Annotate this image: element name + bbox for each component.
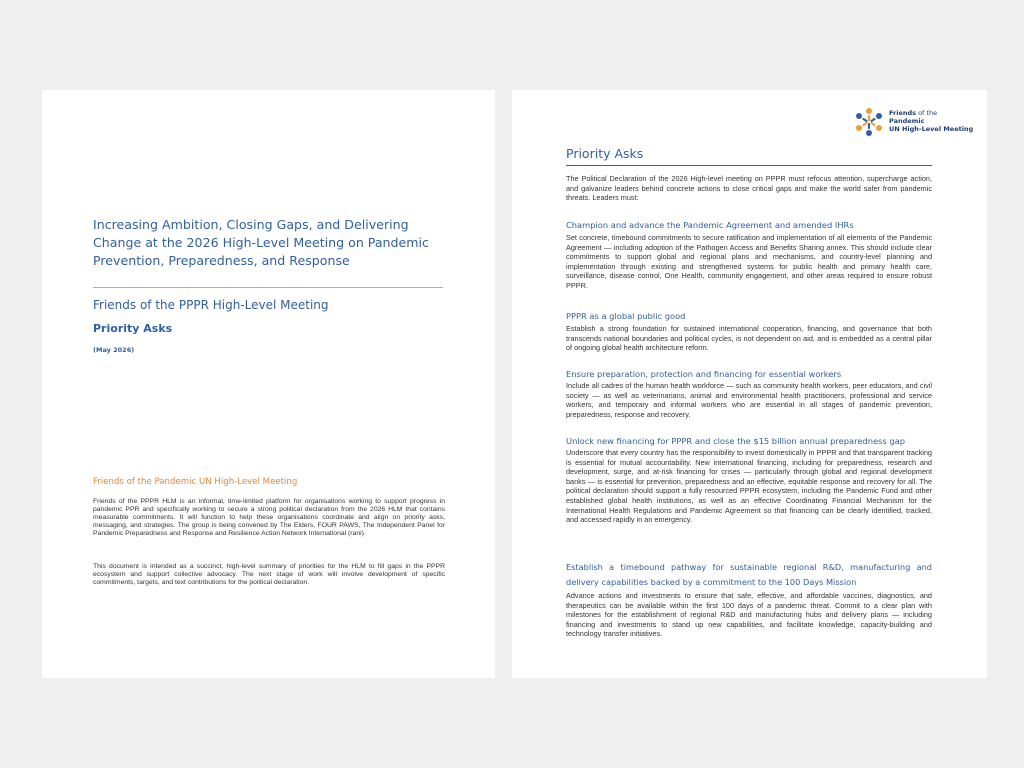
- intro-paragraph: The Political Declaration of the 2026 High-level meeting on PPPR must refocus attention, supercharge action, and galvanize leaders behind concrete actions to close critical gaps and make the world safer from pandemic threats. Leaders must:: [566, 174, 932, 203]
- logo-text-line: Pandemic: [889, 117, 925, 126]
- document-subtitle: Friends of the PPPR High-Level Meeting: [93, 298, 329, 312]
- ask-body: Include all cadres of the human health workforce — such as community health workers, peer educators, and civil society — as well as veterinarians, animal and environmental health practitioners, professional and service workers, and temporary and informal workers who are essential in all stages of pandemic prevention, preparedness, response and recovery.: [566, 381, 932, 419]
- section-title: Priority Asks: [566, 146, 644, 161]
- ask-heading: PPPR as a global public good: [566, 311, 686, 321]
- ask-heading: Ensure preparation, protection and financing for essential workers: [566, 369, 842, 379]
- title-divider: [93, 287, 443, 288]
- document-page-right: [512, 90, 987, 678]
- section-divider: [566, 165, 932, 166]
- logo-text-line: of the: [916, 109, 938, 117]
- ask-heading: Unlock new financing for PPPR and close the $15 billion annual preparedness gap: [566, 436, 905, 446]
- ask-heading: Establish a timebound pathway for sustainable regional R&D, manufacturing and delivery capabilities backed by a commitment to the 100 Days Mission: [566, 562, 932, 587]
- people-circle-icon: [853, 107, 885, 137]
- ask-body: Establish a strong foundation for sustained international cooperation, financing, and governance that both transcends national boundaries and political cycles, is not dependent on aid, and is embedded as a central pillar of ongoing global health architecture reform.: [566, 324, 932, 353]
- document-date: (May 2026): [93, 346, 135, 354]
- logo-wordmark: [889, 109, 973, 134]
- ask-heading: Champion and advance the Pandemic Agreement and amended IHRs: [566, 220, 854, 230]
- ask-body: Advance actions and investments to ensure that safe, effective, and affordable vaccines, diagnostics, and therapeutics can be available within the first 100 days of a pandemic threat. Commit to a clear plan with milestones for the establishment of regional R&D and manufacturing hubs and delivery plans — including financing and investments to stand up new capabilities, and facilitate knowledge, capacity-building and technology transfer initiatives.: [566, 591, 932, 639]
- about-heading: Friends of the Pandemic UN High-Level Meeting: [93, 477, 298, 487]
- priority-asks-label: Priority Asks: [93, 322, 173, 335]
- ask-body: Underscore that every country has the responsibility to invest domestically in PPPR and that transparent tracking is essential for mutual accountability. New international financing, including for preparedness, research and development, surge, and at-risk financing for crises — particularly through global and regional development banks — is essential for prevention, preparedness and an effective, equitable response and recovery for all. The political declaration should support a fully resourced PPPR ecosystem, including the Pandemic Fund and other established global health institutions, as well as an effective Coordinating Financial Mechanism for the International Health Regulations and Pandemic Agreement so that financing can be clearly identified, tracked, and accessed rapidly in an emergency.: [566, 448, 932, 525]
- logo-text-line: Friends: [889, 109, 917, 117]
- document-page-left: [42, 90, 495, 678]
- about-paragraph: Friends of the PPPR HLM is an informal, time-limited platform for organisations working to support progress in pandemic PPR and specifically working to secure a strong political declaration from the 2026 HLM that contains measurable commitments. It will function to help these organisations coordinate and align on priority asks, messaging, and strategies. The group is being convened by The Elders, FOUR PAWS, The Independent Panel for Pandemic Preparedness and Response and Resilience Action Network International (rani).: [93, 498, 445, 538]
- logo-text-line: UN High-Level Meeting: [889, 125, 974, 134]
- document-title: Increasing Ambition, Closing Gaps, and Delivering Change at the 2026 High-Level Meeting on Pandemic Prevention, Preparedness, and Response: [93, 217, 429, 268]
- about-paragraph: This document is intended as a succinct, high-level summary of priorities for the HLM to fill gaps in the PPPR ecosystem and support collective advocacy. The next stage of work will involve development of specific commitments, targets, and text contributions for the political declaration.: [93, 563, 445, 587]
- friends-of-pandemic-logo: [853, 107, 973, 137]
- ask-body: Set concrete, timebound commitments to secure ratification and implementation of all elements of the Pandemic Agreement — including adoption of the Pathogen Access and Benefits Sharing annex. This should include clear commitments to support global and regional plans and mechanisms, and country-level planning and implementation through existing and strengthened systems for public health and primary health care, surveillance, disease control, One Health, community engagement, and other areas required to ensure robust PPPR.: [566, 233, 932, 290]
